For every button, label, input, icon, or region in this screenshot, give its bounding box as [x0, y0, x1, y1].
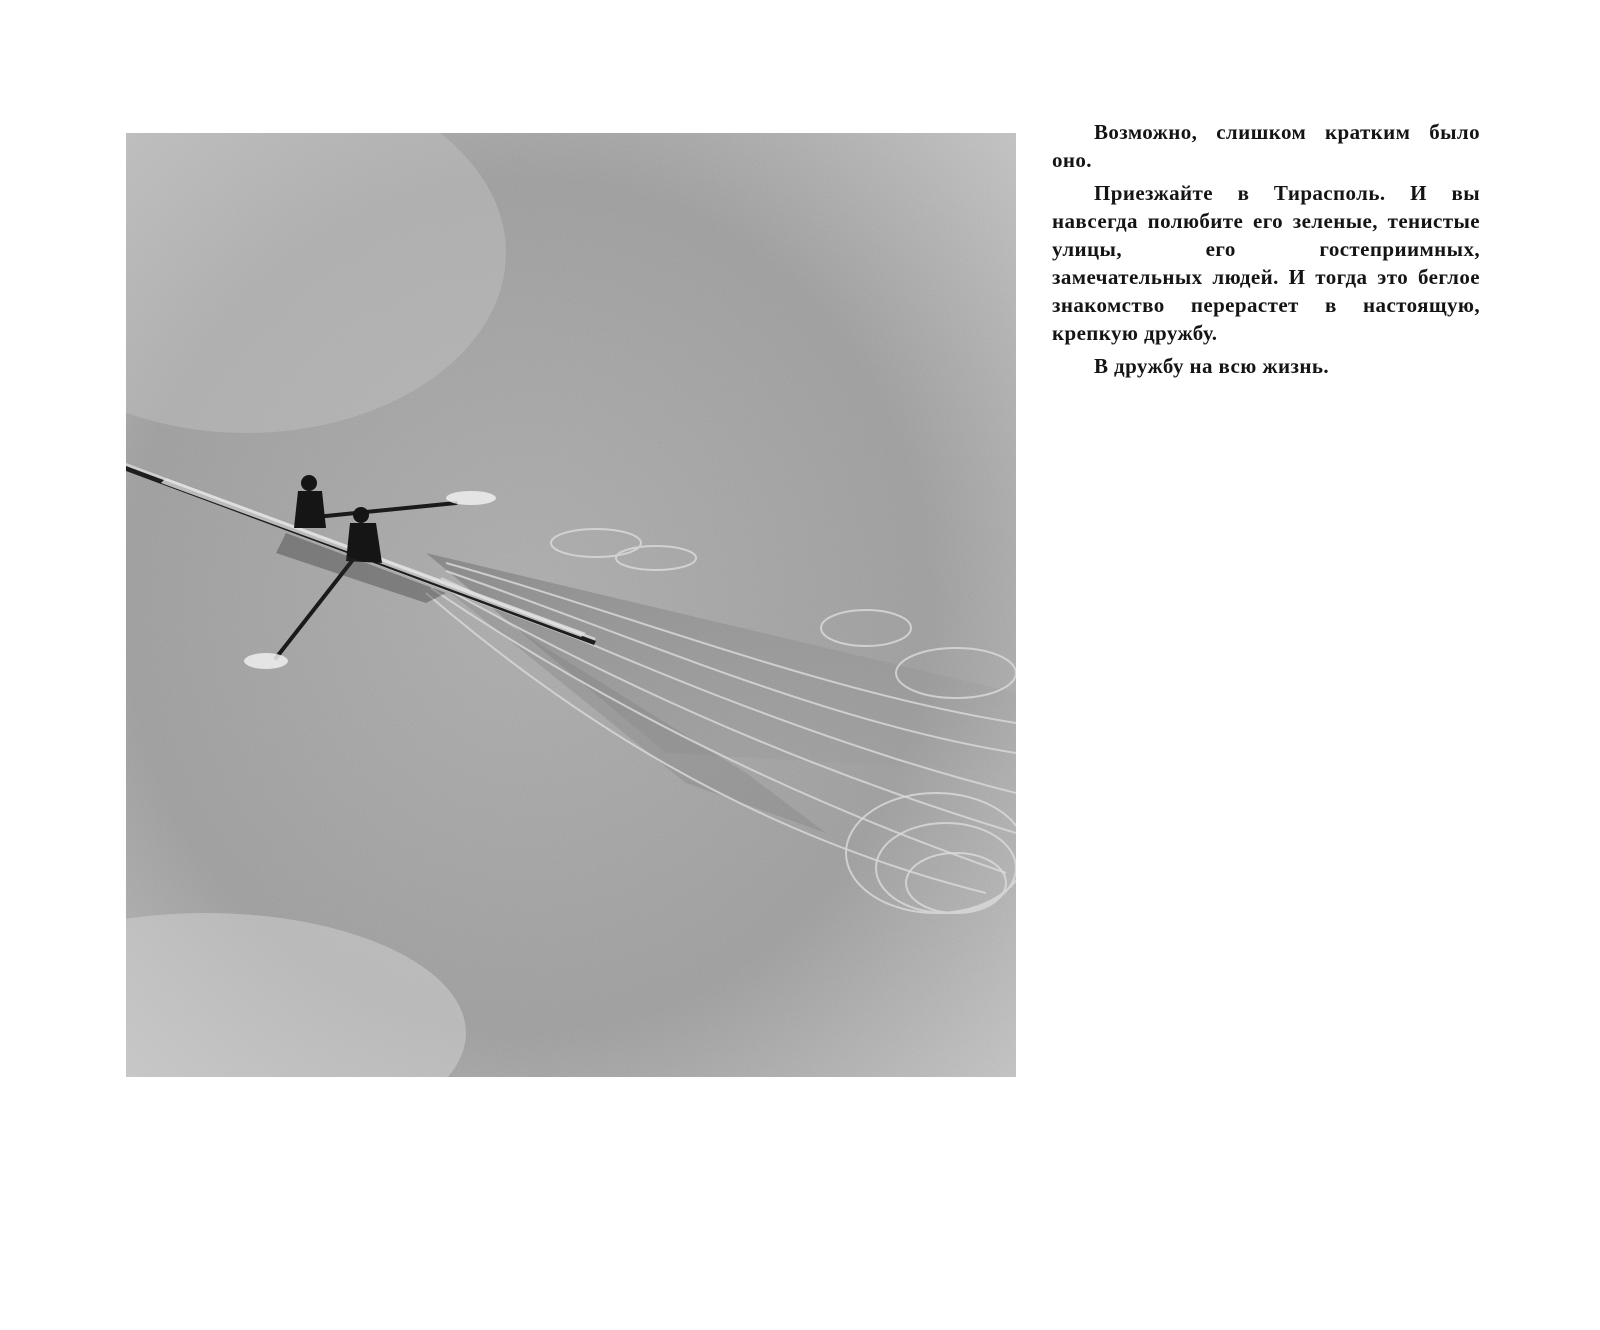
article-text — [1052, 118, 1480, 385]
paragraph: В дружбу на всю жизнь. — [1094, 354, 1329, 378]
paragraph: Возможно, слишком кратким было оно. — [1052, 120, 1480, 172]
rowing-photo — [126, 133, 1016, 1077]
paragraph: Приезжайте в Тирасполь. И вы навсегда полюбите его зеленые, тенистые улицы, его гостеприимных, замечательных людей. И тогда это беглое знакомство перерастет в настоящую, крепкую дружбу. — [1052, 181, 1480, 345]
